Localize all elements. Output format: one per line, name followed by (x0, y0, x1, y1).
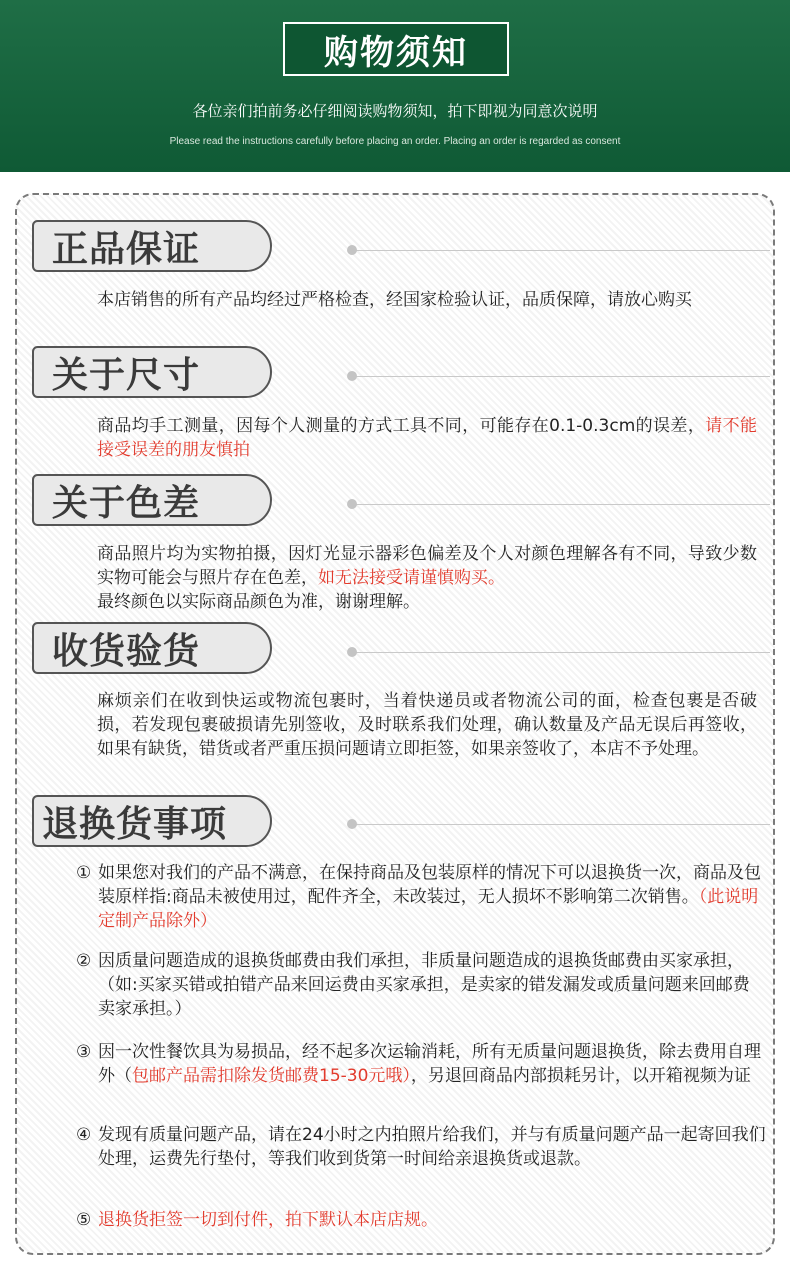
return-rule-item: ④ 发现有质量问题产品，请在24小时之内拍照片给我们，并与有质量问题产品一起寄回我们处理，运费先行垫付，等我们收到货第一时间给亲退换货或退款。 (76, 1125, 766, 1169)
section-text-color: 商品照片均为实物拍摄，因灯光显示器彩色偏差及个人对颜色理解各有不同，导致少数实物可能会与照片存在色差，如无法接受请谨慎购买。 最终颜色以实际商品颜色为准，谢谢理解。 (97, 544, 757, 612)
warning-text: 退换货拒签一切到付件，拍下默认本店店规。 (98, 1210, 438, 1230)
return-rule-item: ⑤ 退换货拒签一切到付件，拍下默认本店店规。 (76, 1210, 438, 1230)
divider-line (352, 504, 770, 505)
page-title: 购物须知 (283, 22, 509, 76)
subtitle: 各位亲们拍前务必仔细阅读购物须知，拍下即视为同意次说明 (192, 102, 598, 120)
divider-dot (347, 499, 357, 509)
section-text-authentic: 本店销售的所有产品均经过严格检查，经国家检验认证，品质保障，请放心购买 (97, 290, 692, 310)
divider-line (352, 824, 770, 825)
warning-text: 请不能接受误差的朋友慎拍 (97, 416, 757, 460)
section-text-size: 商品均手工测量，因每个人测量的方式工具不同，可能存在0.1-0.3cm的误差，请不能接受误差的朋友慎拍 (97, 416, 757, 460)
section-title-authentic: 正品保证 (32, 220, 272, 272)
section-title-inspection: 收货验货 (32, 622, 272, 674)
divider-line (352, 250, 770, 251)
divider-dot (347, 371, 357, 381)
header-banner (0, 0, 790, 172)
divider-dot (347, 819, 357, 829)
section-title-size: 关于尺寸 (32, 346, 272, 398)
subtitle-english: Please read the instructions carefully before placing an order. Placing an order is regarded as consent (169, 136, 621, 147)
warning-text: （此说明定制产品除外） (98, 887, 759, 931)
warning-text: 如无法接受请谨慎购买。 (318, 568, 505, 588)
section-title-returns: 退换货事项 (32, 795, 272, 847)
return-rule-item: ③ 因一次性餐饮具为易损品，经不起多次运输消耗，所有无质量问题退换货，除去费用自理外（包邮产品需扣除发货邮费15-30元哦），另退回商品内部损耗另计，以开箱视频为证 (76, 1042, 761, 1086)
section-text-inspection: 麻烦亲们在收到快运或物流包裹时，当着快递员或者物流公司的面，检查包裹是否破损，若发现包裹破损请先别签收，及时联系我们处理，确认数量及产品无误后再签收，如果有缺货，错货或者严重压损问题请立即拒签，如果亲签收了，本店不予处理。 (97, 691, 757, 759)
section-title-color: 关于色差 (32, 474, 272, 526)
warning-text: 包邮产品需扣除发货邮费15-30元哦） (132, 1066, 411, 1086)
return-rule-item: ① 如果您对我们的产品不满意，在保持商品及包装原样的情况下可以退换货一次，商品及包装原样指:商品未被使用过，配件齐全，未改装过，无人损坏不影响第二次销售。（此说明定制产品除外） (76, 863, 761, 931)
divider-line (352, 376, 770, 377)
return-rule-item: ② 因质量问题造成的退换货邮费由我们承担，非质量问题造成的退换货邮费由买家承担，（如:买家买错或拍错产品来回运费由买家承担，是卖家的错发漏发或质量问题来回邮费卖家承担。） (76, 951, 750, 1019)
divider-dot (347, 245, 357, 255)
divider-line (352, 652, 770, 653)
divider-dot (347, 647, 357, 657)
